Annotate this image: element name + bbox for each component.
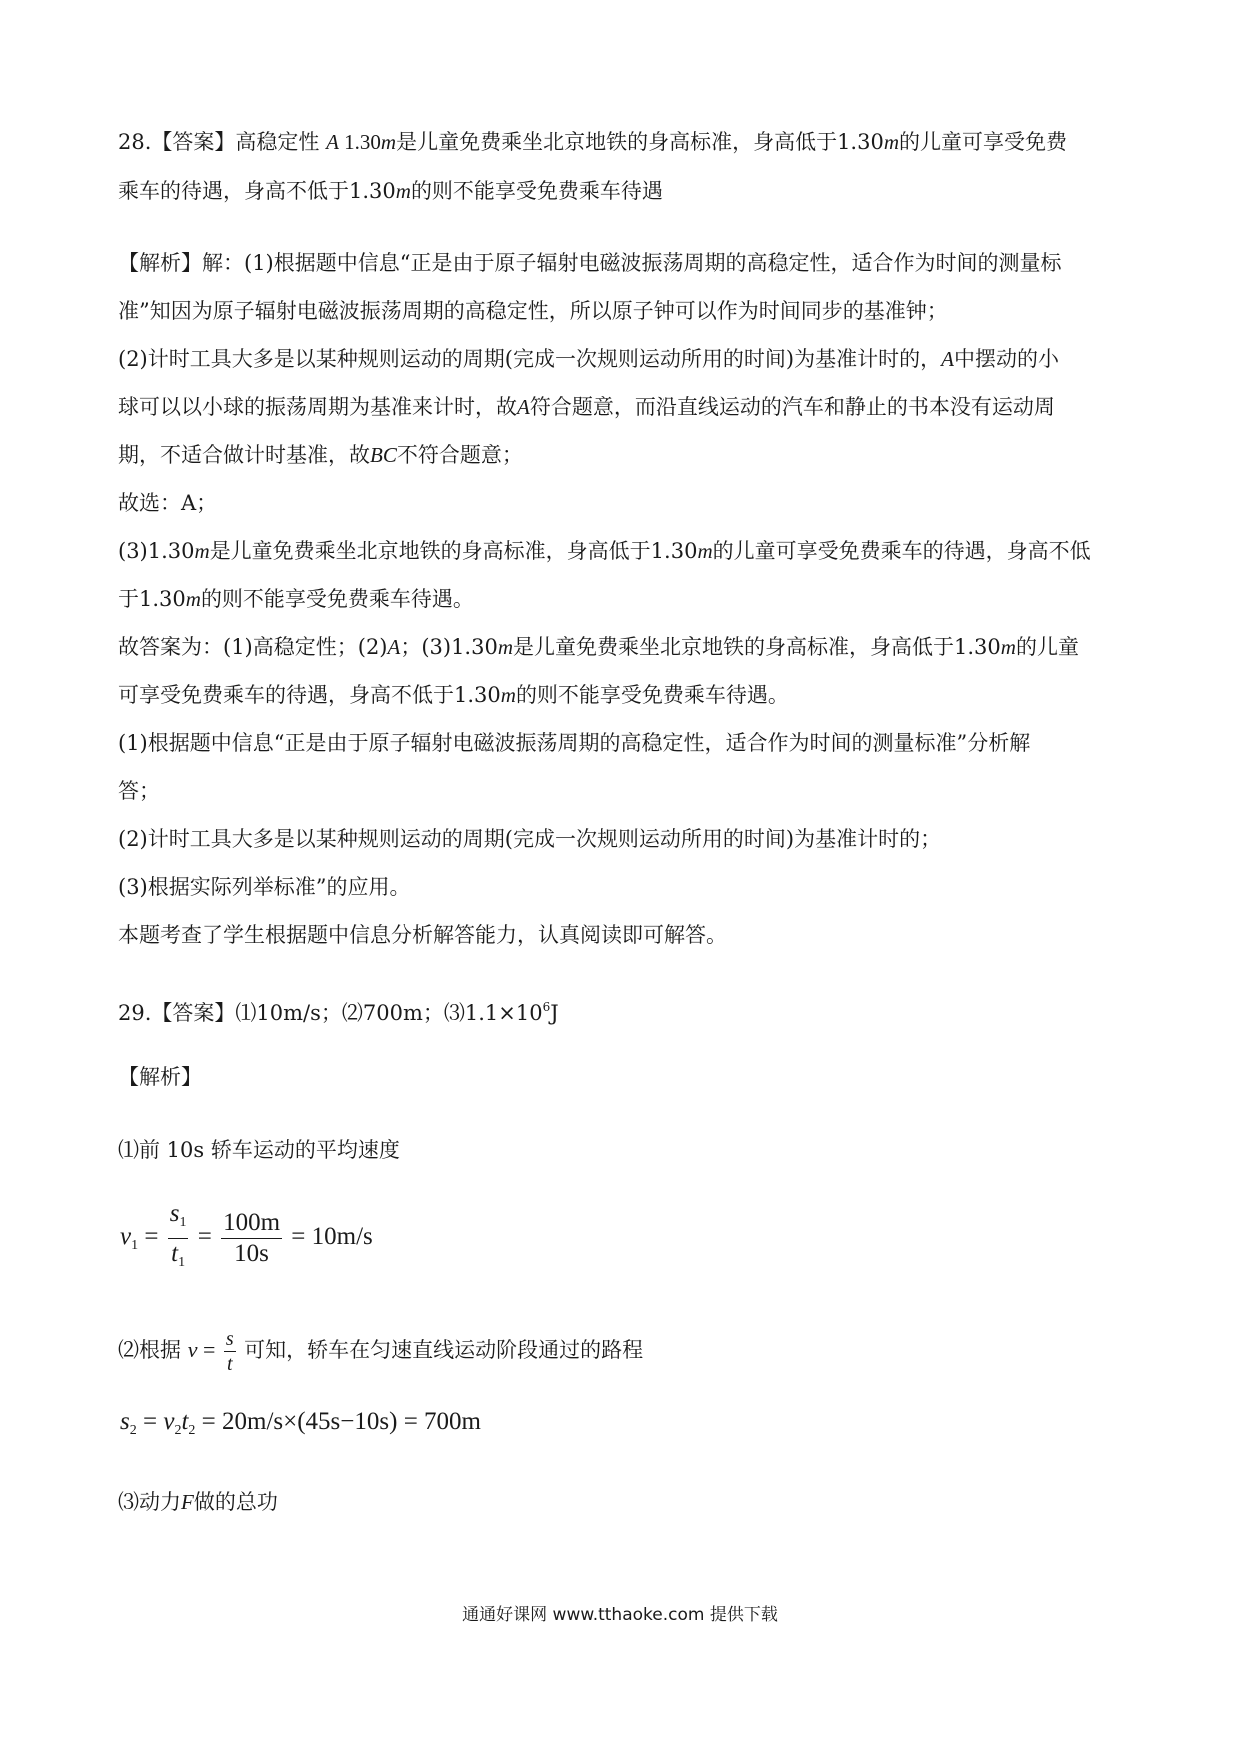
q29-part-1-text: ⑴前 10s 轿车运动的平均速度 xyxy=(118,1138,400,1162)
q28-analysis-line-8 xyxy=(118,584,1128,614)
symbol-v: v xyxy=(120,1223,132,1251)
equation-average-speed: $v_1$ = $\frac{s_1}{t_1}$ = $\frac{100m}{10s}$ = 10m/s xyxy=(120,1200,373,1277)
unit-m: m xyxy=(185,587,201,611)
fraction-distance-over-time xyxy=(221,1209,282,1268)
analysis-text: 是儿童免费乘坐北京地铁的身高标准，身高低于1.30 xyxy=(209,539,698,563)
q28-answer-line-1 xyxy=(118,127,1128,157)
q29-answer-line xyxy=(118,992,1128,1028)
q29-part-2-text: ⑵根据 v = $\frac{s}{t}$ 可知，轿车在匀速直线运动阶段通过的路程 xyxy=(118,1328,644,1376)
height-value: 1.30 xyxy=(338,130,381,154)
fraction-denominator: t xyxy=(226,1353,233,1376)
unit-m: m xyxy=(380,130,397,154)
q28-answer-text: 28.【答案】高稳定性 xyxy=(118,130,327,154)
symbol-s: s xyxy=(169,1200,180,1227)
symbol-t: t xyxy=(171,1240,179,1267)
q28-analysis-line-13: (2)计时工具大多是以某种规则运动的周期(完成一次规则运动所用的时间)为基准计时的； xyxy=(118,827,942,851)
variable-bc: BC xyxy=(370,443,397,467)
q28-analysis-line-15: 本题考查了学生根据题中信息分析解答能力，认真阅读即可解答。 xyxy=(118,923,727,947)
variable-a: A xyxy=(326,130,339,154)
equation-result: 10m/s xyxy=(311,1223,373,1251)
unit-m: m xyxy=(1000,635,1016,659)
q28-analysis-line-9 xyxy=(118,632,1128,662)
unit-joule: J xyxy=(550,1001,559,1025)
fraction-s1-over-t1 xyxy=(168,1200,189,1277)
subscript: 1 xyxy=(179,1215,187,1230)
q28-answer-text: 是儿童免费乘坐北京地铁的身高标准，身高低于1.30 xyxy=(396,130,884,154)
analysis-text: 于1.30 xyxy=(118,587,186,611)
symbol-v: v xyxy=(187,1337,198,1362)
analysis-text: 故答案为：(1)高稳定性；(2) xyxy=(118,635,388,659)
analysis-text: 期，不适合做计时基准，故 xyxy=(118,443,370,467)
variable-a: A xyxy=(517,395,530,419)
unit-m: m xyxy=(395,179,411,203)
unit-m: m xyxy=(497,635,514,659)
analysis-text: ；(3)1.30 xyxy=(400,635,498,659)
q28-analysis-line-3 xyxy=(118,344,1128,374)
symbol-v: v xyxy=(163,1408,175,1435)
unit-m: m xyxy=(194,539,210,563)
subscript: 2 xyxy=(188,1423,196,1438)
subscript: 2 xyxy=(174,1423,182,1438)
symbol-t: t xyxy=(181,1408,189,1435)
q28-analysis-line-12: 答； xyxy=(118,779,160,803)
analysis-text: 不符合题意； xyxy=(396,443,523,467)
analysis-text: (3)1.30 xyxy=(118,539,195,563)
analysis-text: 的则不能享受免费乘车待遇。 xyxy=(515,683,789,707)
q28-analysis-line-4 xyxy=(118,392,1128,422)
analysis-text: 的儿童可享受免费乘车的待遇，身高不低 xyxy=(712,539,1091,563)
q28-analysis-line-1: 【解析】解：(1)根据题中信息“正是由于原子辐射电磁波振荡周期的高稳定性，适合作为时间的测量标 xyxy=(118,251,1062,275)
q28-analysis-line-6: 故选：A； xyxy=(118,491,218,515)
analysis-text: 球可以以小球的振荡周期为基准来计时，故 xyxy=(118,395,517,419)
equation-distance: $s_2 = v_2t_2 = 20m/s\times(45s-10s) = 700m$ xyxy=(120,1408,481,1438)
analysis-text: (2)计时工具大多是以某种规则运动的周期(完成一次规则运动所用的时间)为基准计时的， xyxy=(118,347,942,371)
q28-answer-text: 乘车的待遇，身高不低于1.30 xyxy=(118,179,396,203)
subscript: 2 xyxy=(129,1423,137,1438)
q28-analysis-line-10 xyxy=(118,680,1128,710)
analysis-text: 可享受免费乘车的待遇，身高不低于1.30 xyxy=(118,683,501,707)
variable-a: A xyxy=(387,635,401,659)
unit-m: m xyxy=(697,539,713,563)
part-2-text: ⑵根据 xyxy=(118,1338,181,1362)
equation-rhs: 20m/s×(45s−10s) = 700m xyxy=(222,1408,481,1435)
analysis-text: 的则不能享受免费乘车待遇。 xyxy=(200,587,474,611)
q28-answer-text: 的儿童可享受免费 xyxy=(899,130,1068,154)
part-3-text: ⑶动力 xyxy=(118,1490,181,1514)
part-2-text: 可知，轿车在匀速直线运动阶段通过的路程 xyxy=(244,1338,644,1362)
part-3-text: 做的总功 xyxy=(193,1490,278,1514)
q29-analysis-title: 【解析】 xyxy=(118,1065,202,1089)
fraction-s-over-t xyxy=(224,1328,236,1375)
exponent: 6 xyxy=(542,1000,551,1014)
fraction-denominator: 10s xyxy=(234,1240,269,1267)
fraction-numerator: 100m xyxy=(221,1209,282,1239)
subscript: 1 xyxy=(131,1238,139,1254)
unit-m: m xyxy=(883,130,900,154)
q28-analysis-line-14: (3)根据实际列举标准”的应用。 xyxy=(118,875,411,899)
analysis-text: 中摆动的小 xyxy=(953,347,1059,371)
q29-answer-text: 29.【答案】⑴10m/s；⑵700m；⑶1.1×10 xyxy=(118,1001,543,1025)
symbol-s: s xyxy=(120,1408,130,1435)
analysis-text: 的儿童 xyxy=(1015,635,1079,659)
subscript: 1 xyxy=(178,1255,186,1270)
q28-analysis-line-7 xyxy=(118,536,1128,566)
q28-answer-text: 的则不能享受免费乘车待遇 xyxy=(410,179,663,203)
variable-a: A xyxy=(941,347,954,371)
analysis-text: 是儿童免费乘坐北京地铁的身高标准，身高低于1.30 xyxy=(513,635,1001,659)
fraction-numerator: s xyxy=(225,1328,234,1351)
q28-analysis-line-2: 准”知因为原子辐射电磁波振荡周期的高稳定性，所以原子钟可以作为时间同步的基准钟； xyxy=(118,299,948,323)
q28-analysis-line-11: (1)根据题中信息“正是由于原子辐射电磁波振荡周期的高稳定性，适合作为时间的测量标准”分析解 xyxy=(118,731,1031,755)
unit-m: m xyxy=(500,683,516,707)
q28-answer-line-2 xyxy=(118,176,1128,206)
analysis-text: 符合题意，而沿直线运动的汽车和静止的书本没有运动周 xyxy=(529,395,1055,419)
q28-analysis-line-5 xyxy=(118,440,1128,470)
symbol-f: F xyxy=(181,1490,194,1514)
page-footer: 通通好课网 www.tthaoke.com 提供下载 xyxy=(462,1605,778,1625)
q29-part-3-text xyxy=(118,1487,1128,1517)
